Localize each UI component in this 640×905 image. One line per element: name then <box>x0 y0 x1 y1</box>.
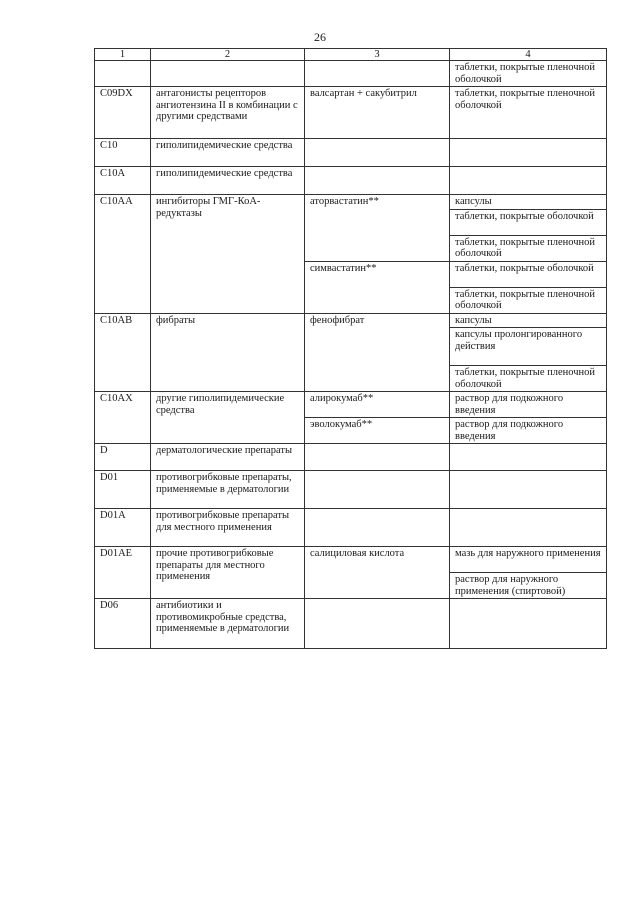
group-name <box>151 61 305 87</box>
dosage-form: таблетки, покрытые пленочной оболочкой <box>450 87 607 139</box>
dosage-form: таблетки, покрытые пленочной оболочкой <box>450 235 607 261</box>
drug-name: симвастатин** <box>305 261 450 313</box>
group-name: дерматологические препараты <box>151 444 305 471</box>
dosage-form: раствор для подкожного введения <box>450 418 607 444</box>
page-number: 26 <box>314 30 326 44</box>
dosage-form: капсулы <box>450 195 607 210</box>
dosage-form: мазь для наружного применения <box>450 547 607 573</box>
group-name: антибиотики и противомикробные средства, применяемые в дерматологии <box>151 599 305 649</box>
table-row <box>95 471 607 509</box>
table-row <box>95 392 607 418</box>
dosage-form: таблетки, покрытые пленочной оболочкой <box>450 287 607 313</box>
dosage-form <box>450 444 607 471</box>
atc-code: D06 <box>95 599 151 649</box>
header-col-2: 2 <box>151 49 305 61</box>
group-name: гиполипидемические средства <box>151 139 305 167</box>
dosage-form: капсулы пролонгированного действия <box>450 328 607 366</box>
drug-name: эволокумаб** <box>305 418 450 444</box>
table-row <box>95 444 607 471</box>
drug-name: салициловая кислота <box>305 547 450 599</box>
group-name: антагонисты рецепторов ангиотензина II в комбинации с другими средствами <box>151 87 305 139</box>
header-col-1: 1 <box>95 49 151 61</box>
dosage-form <box>450 139 607 167</box>
atc-code: C10AB <box>95 313 151 392</box>
drug-list-table <box>94 48 607 649</box>
table-row <box>95 509 607 547</box>
drug-name: аторвастатин** <box>305 195 450 262</box>
drug-name <box>305 509 450 547</box>
atc-code: C10AA <box>95 195 151 314</box>
group-name: прочие противогрибковые препараты для местного применения <box>151 547 305 599</box>
dosage-form: таблетки, покрытые оболочкой <box>450 261 607 287</box>
header-col-3: 3 <box>305 49 450 61</box>
atc-code: D01 <box>95 471 151 509</box>
dosage-form: таблетки, покрытые пленочной оболочкой <box>450 366 607 392</box>
group-name: гиполипидемические средства <box>151 167 305 195</box>
group-name: ингибиторы ГМГ-КоА-редуктазы <box>151 195 305 314</box>
atc-code: C10AX <box>95 392 151 444</box>
dosage-form <box>450 471 607 509</box>
drug-name: алирокумаб** <box>305 392 450 418</box>
drug-name <box>305 444 450 471</box>
atc-code <box>95 61 151 87</box>
dosage-form <box>450 167 607 195</box>
atc-code: C10A <box>95 167 151 195</box>
dosage-form: раствор для наружного применения (спиртовой) <box>450 573 607 599</box>
table-row <box>95 87 607 139</box>
atc-code: D01A <box>95 509 151 547</box>
atc-code: D01AE <box>95 547 151 599</box>
drug-name <box>305 139 450 167</box>
drug-name: валсартан + сакубитрил <box>305 87 450 139</box>
drug-name <box>305 61 450 87</box>
atc-code: C10 <box>95 139 151 167</box>
table-row <box>95 167 607 195</box>
dosage-form: раствор для подкожного введения <box>450 392 607 418</box>
table-row <box>95 61 607 87</box>
drug-name <box>305 167 450 195</box>
drug-name <box>305 599 450 649</box>
group-name: фибраты <box>151 313 305 392</box>
dosage-form: капсулы <box>450 313 607 328</box>
dosage-form <box>450 509 607 547</box>
table-row <box>95 313 607 328</box>
table-header-row <box>95 49 607 61</box>
drug-name <box>305 471 450 509</box>
group-name: противогрибковые препараты, применяемые в дерматологии <box>151 471 305 509</box>
dosage-form: таблетки, покрытые оболочкой <box>450 209 607 235</box>
table-row <box>95 195 607 210</box>
atc-code: D <box>95 444 151 471</box>
atc-code: C09DX <box>95 87 151 139</box>
group-name: противогрибковые препараты для местного применения <box>151 509 305 547</box>
table-row <box>95 139 607 167</box>
header-col-4: 4 <box>450 49 607 61</box>
dosage-form <box>450 599 607 649</box>
group-name: другие гиполипидемические средства <box>151 392 305 444</box>
table-row <box>95 547 607 573</box>
drug-name: фенофибрат <box>305 313 450 392</box>
dosage-form: таблетки, покрытые пленочной оболочкой <box>450 61 607 87</box>
table-row <box>95 599 607 649</box>
